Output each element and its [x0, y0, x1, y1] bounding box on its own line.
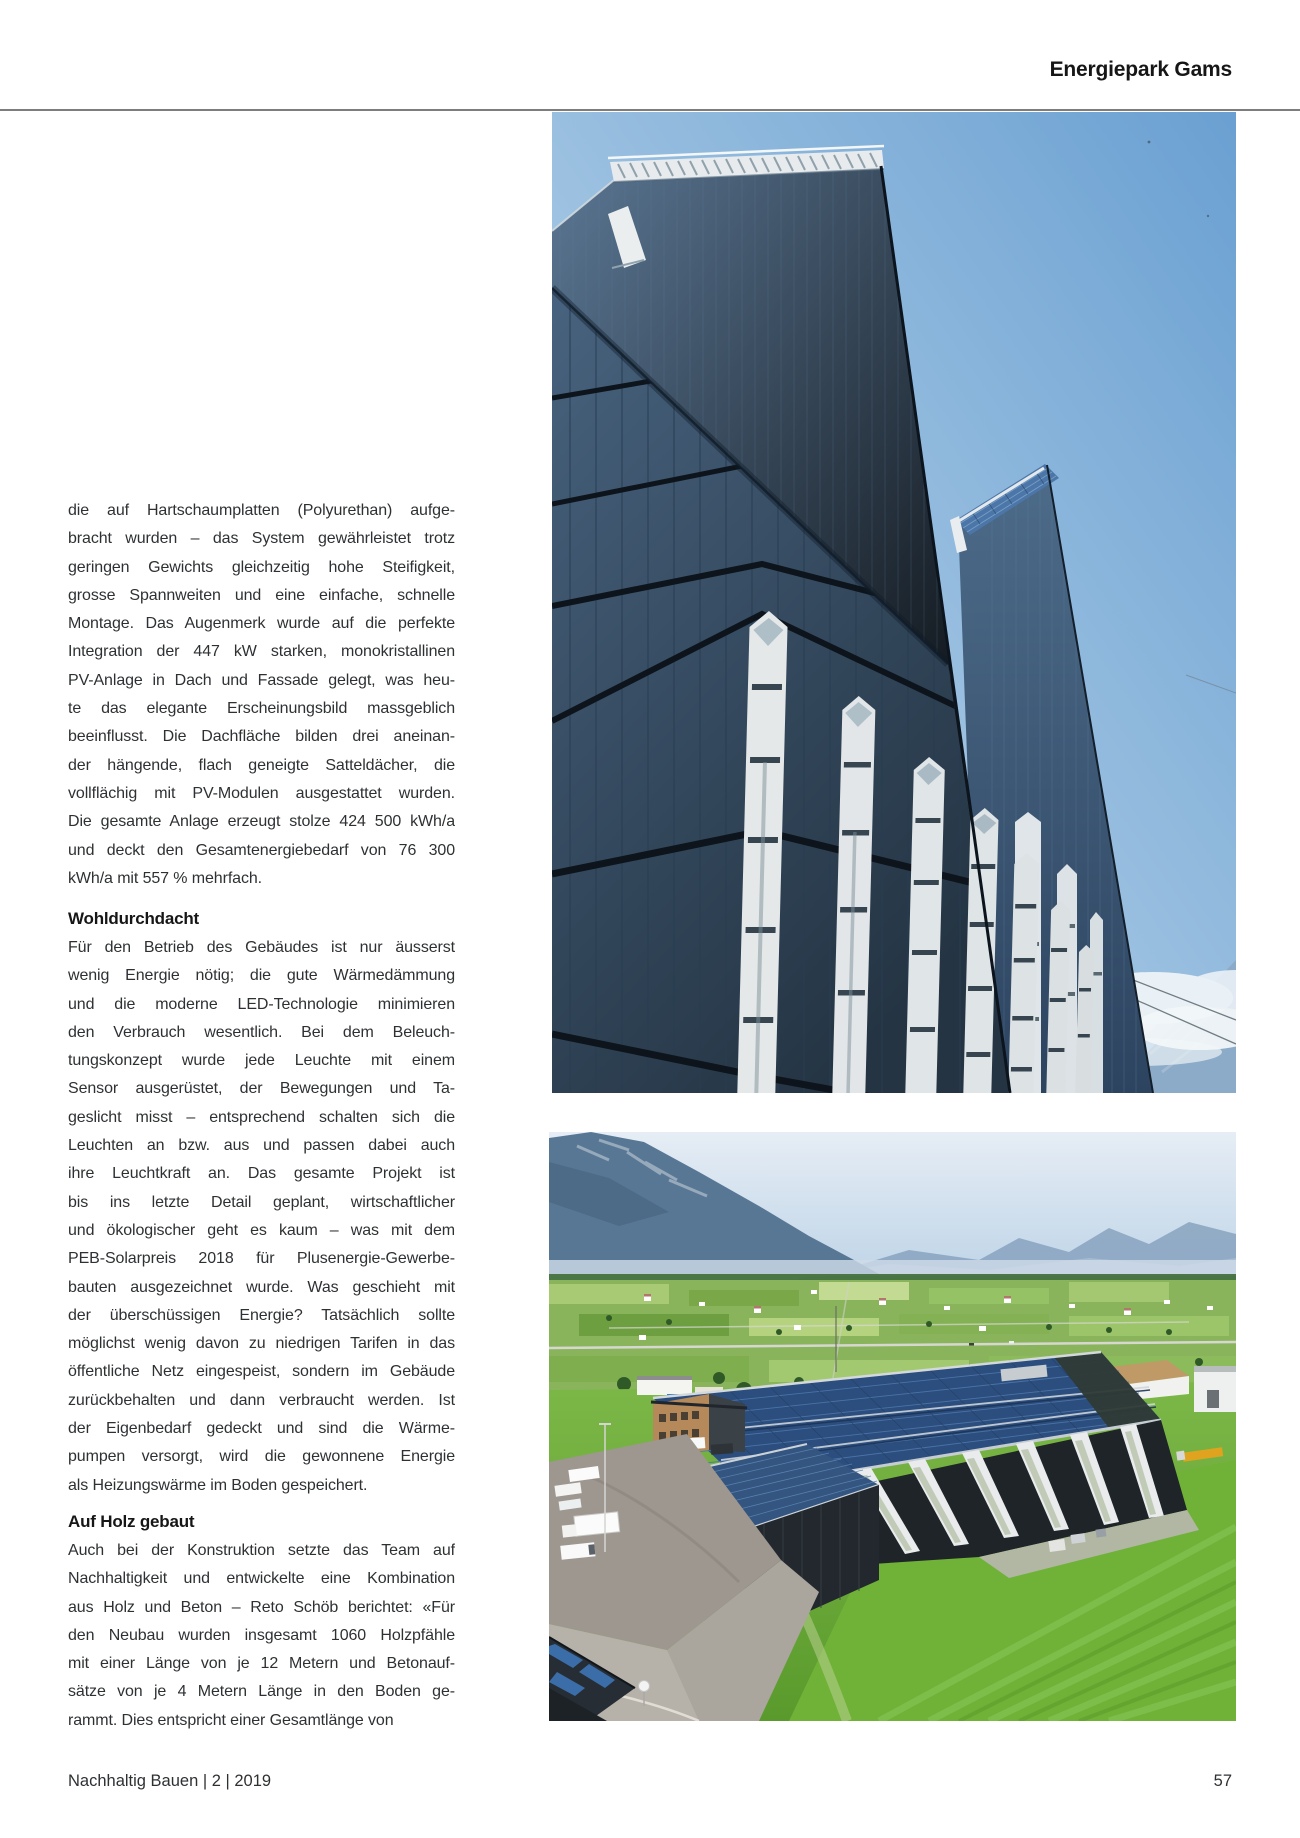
text-line: ihre Leuchtkraft an. Das gesamte Projekt ist: [68, 1165, 455, 1183]
page-header-title: Energiepark Gams: [1049, 58, 1232, 81]
photo-pv-facade: [552, 112, 1236, 1093]
text-line: PV-Anlage in Dach und Fassade gelegt, was heu-: [68, 671, 455, 689]
text-line: mit einer Länge von je 12 Metern und Betonauf-: [68, 1655, 455, 1673]
text-line: und ökologischer geht es kaum – was mit dem: [68, 1221, 455, 1239]
text-line: Auch bei der Konstruktion setzte das Team auf: [68, 1542, 455, 1559]
text-line: geslicht misst – entsprechend schalten sich die: [68, 1108, 455, 1126]
text-line: sätze von je 4 Metern Länge in den Boden ge-: [68, 1683, 455, 1701]
text-line: der hängende, flach geneigte Satteldächer, die: [68, 756, 455, 774]
text-line: geringen Gewichts gleichzeitig hohe Steifigkeit,: [68, 558, 455, 576]
text-line: PEB-Solarpreis 2018 für Plusenergie-Gewerbe-: [68, 1250, 455, 1268]
text-line: Für den Betrieb des Gebäudes ist nur äusserst: [68, 939, 455, 956]
text-line: als Heizungswärme im Boden gespeichert.: [68, 1476, 368, 1494]
article-paragraph-1: [68, 497, 455, 893]
text-line: den Neubau wurden insgesamt 1060 Holzpfähle: [68, 1626, 455, 1644]
text-line: Leuchten an bzw. aus und passen dabei auch: [68, 1137, 455, 1155]
text-line: der überschüssigen Energie? Tatsächlich sollte: [68, 1306, 455, 1324]
text-line: öffentliche Netz eingespeist, sondern im Gebäude: [68, 1363, 455, 1381]
text-line: Montage. Das Augenmerk wurde auf die perfekte: [68, 615, 455, 633]
header-rule: [0, 109, 1300, 111]
footer-page-number: 57: [1213, 1772, 1232, 1790]
aerial-photo-graphic: [549, 1132, 1236, 1721]
text-line: zurückbehalten und dann verbraucht werden. Ist: [68, 1391, 455, 1409]
text-line: pumpen versorgt, wird die gewonnene Energie: [68, 1448, 455, 1466]
text-line: wenig Energie nötig; die gute Wärmedämmung: [68, 967, 455, 985]
article-paragraph-3: [68, 1537, 455, 1735]
text-line: der Eigenbedarf gedeckt und sind die Wärme-: [68, 1420, 455, 1438]
text-line: aus Holz und Beton – Reto Schöb berichtet: «Für: [68, 1598, 455, 1616]
text-line: tungskonzept wurde jede Leuchte mit einem: [68, 1052, 455, 1070]
article-heading-wohldurchdacht: Wohldurchdacht: [68, 909, 199, 928]
text-line: bracht wurden – das System gewährleistet trotz: [68, 530, 455, 548]
text-line: Nachhaltigkeit und entwickelte eine Kombination: [68, 1570, 455, 1588]
text-line: und die moderne LED-Technologie minimieren: [68, 995, 455, 1013]
text-line: den Verbrauch wesentlich. Bei dem Beleuch-: [68, 1023, 455, 1041]
text-line: Die gesamte Anlage erzeugt stolze 424 500 kWh/a: [68, 813, 455, 831]
text-line: kWh/a mit 557 % mehrfach.: [68, 869, 263, 887]
text-line: te das elegante Erscheinungsbild massgeblich: [68, 700, 455, 718]
text-line: möglichst wenig davon zu niedrigen Tarifen in das: [68, 1335, 455, 1353]
text-line: Integration der 447 kW starken, monokristallinen: [68, 643, 455, 661]
footer-journal-title: Nachhaltig Bauen | 2 | 2019: [68, 1772, 272, 1790]
pv-facade-photo-graphic: [552, 112, 1236, 1093]
text-line: bauten ausgezeichnet wurde. Was geschieht mit: [68, 1278, 455, 1296]
text-line: bis ins letzte Detail geplant, wirtschaftlicher: [68, 1193, 455, 1211]
text-line: grosse Spannweiten und eine einfache, schnelle: [68, 586, 455, 604]
text-line: und deckt den Gesamtenergiebedarf von 76 300: [68, 841, 455, 859]
text-line: die auf Hartschaumplatten (Polyurethan) aufge-: [68, 502, 455, 519]
article-paragraph-2: [68, 934, 455, 1500]
article-heading-auf-holz-gebaut: Auf Holz gebaut: [68, 1512, 195, 1531]
photo-aerial-view: [549, 1132, 1236, 1721]
text-line: vollflächig mit PV-Modulen ausgestattet wurden.: [68, 784, 455, 802]
text-line: Sensor ausgerüstet, der Bewegungen und Ta-: [68, 1080, 455, 1098]
text-line: beeinflusst. Die Dachfläche bilden drei aneinan-: [68, 728, 455, 746]
text-line: rammt. Dies entspricht einer Gesamtlänge von: [68, 1711, 394, 1729]
